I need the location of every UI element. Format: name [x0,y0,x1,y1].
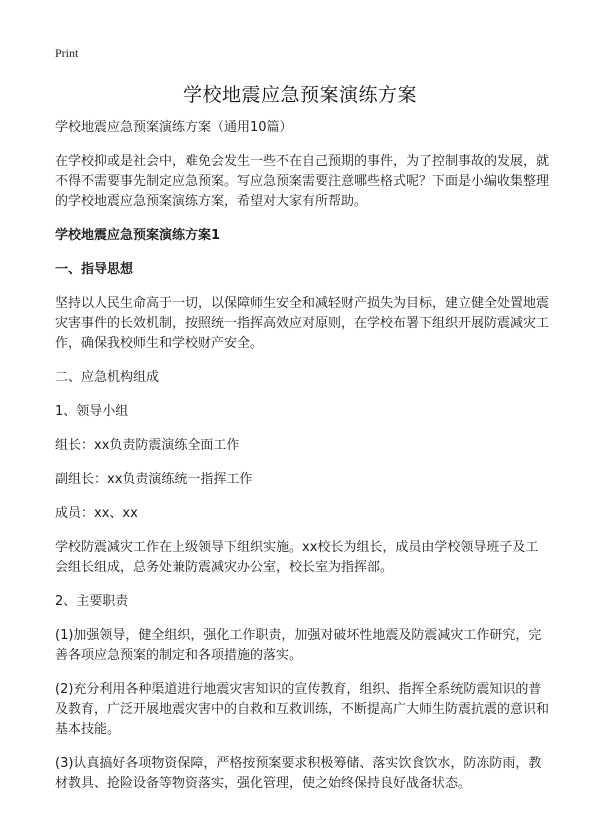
heading-guiding-principle: 一、指导思想 [55,262,134,277]
document-body [55,118,550,808]
leader-line: 组长：xx负责防震演练全面工作 [55,438,240,453]
heading-leadership-group: 1、领导小组 [55,404,129,419]
duty-item: (1)加强领导，健全组织，强化工作职责，加强对破坏性地震及防震减灾工作研究，完善各项应急预案的制定和各项措施的落实。 [55,628,542,663]
document-title: 学校地震应急预案演练方案 [182,84,417,106]
organization-paragraph: 学校防震减灾工作在上级领导下组织实施。xx校长为组长，成员由学校领导班子及工会组长组成，总务处兼防震减灾办公室，校长室为指挥部。 [55,540,539,575]
guiding-principle-paragraph: 坚持以人民生命高于一切，以保障师生安全和减轻财产损失为目标，建立健全处置地震灾害事件的长效机制，按照统一指挥高效应对原则，在学校布署下组织开展防震减灾工作，确保我校师生和学校财产安全。 [55,296,550,351]
duty-item: (3)认真搞好各项物资保障，严格按预案要求积极筹储、落实饮食饮水，防冻防雨，教材教具、抢险设备等物资落实，强化管理，使之始终保持良好战备状态。 [55,756,542,791]
document-subtitle: 学校地震应急预案演练方案（通用10篇） [55,120,293,135]
members-line: 成员：xx、xx [55,506,138,521]
print-link[interactable]: Print [55,46,79,60]
intro-paragraph: 在学校抑或是社会中，难免会发生一些不在自己预期的事件，为了控制事故的发展，就不得不需要事先制定应急预案。写应急预案需要注意哪些格式呢？下面是小编收集整理的学校地震应急预案演练方案，希望对大家有所帮助。 [55,154,550,209]
section-title: 学校地震应急预案演练方案1 [55,228,221,243]
heading-emergency-organization: 二、应急机构组成 [55,370,160,385]
deputy-leader-line: 副组长：xx负责演练统一指挥工作 [55,472,253,487]
heading-main-duties: 2、主要职责 [55,594,129,609]
duty-item: (2)充分利用各种渠道进行地震灾害知识的宣传教育，组织、指挥全系统防震知识的普及教育，广泛开展地震灾害中的自救和互救训练，不断提高广大师生防震抗震的意识和基本技能。 [55,682,550,737]
